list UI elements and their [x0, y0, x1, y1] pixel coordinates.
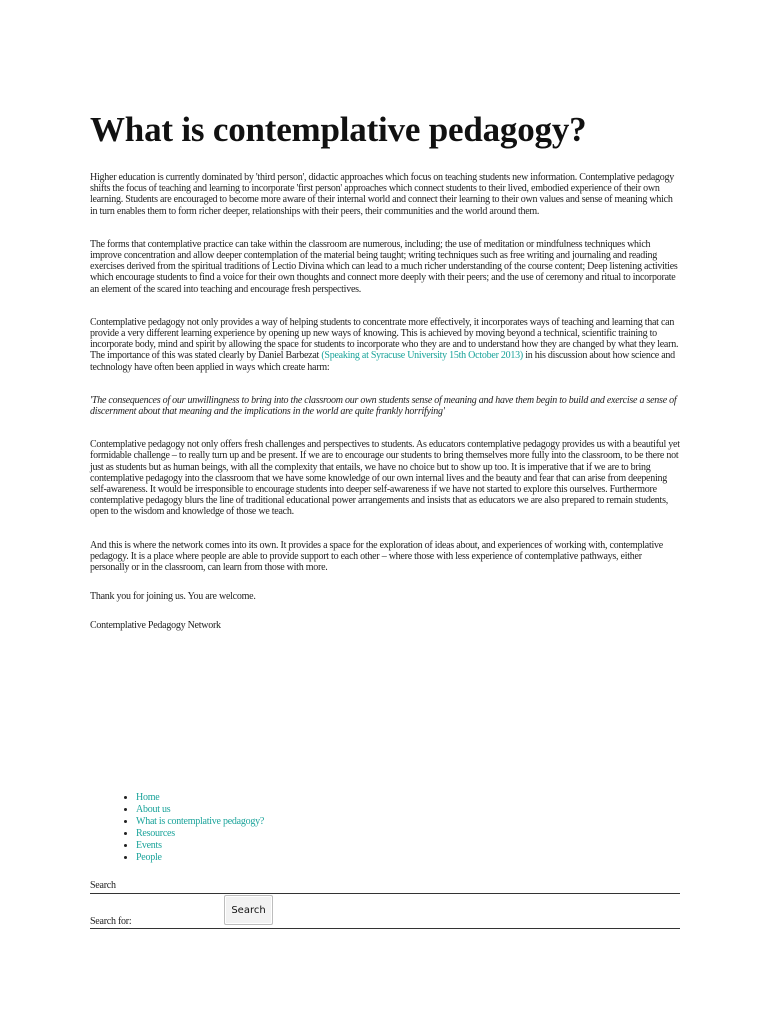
nav-item-about-us — [136, 804, 264, 816]
paragraph-forms: The forms that contemplative practice can take within the classroom are numerous, including; the use of meditation or mindfulness techniques which improve concentration and allow deeper contemplation of the material being taught; writing techniques such as free writing and journaling and reading exercises derived from the spiritual traditions of Lectio Divina which can lead to a much richer understanding of the course content; Deep listening activities which encourage students to find a voice for their own thoughts and connect more deeply with their peers; and the use of ceremony and ritual to incorporate an element of the scared into teaching and encourage fresh perspectives. — [90, 238, 678, 295]
paragraph-barbezat — [90, 317, 680, 373]
nav-link-home[interactable]: Home — [136, 792, 160, 803]
search-form — [90, 893, 680, 929]
search-widget — [90, 880, 680, 929]
site-navigation — [90, 792, 264, 864]
article — [90, 108, 680, 632]
search-widget-title: Search — [90, 880, 116, 891]
nav-item-resources — [136, 828, 264, 840]
search-label: Search for: — [90, 916, 132, 927]
nav-item-people — [136, 852, 264, 864]
nav-item-home — [136, 792, 264, 804]
page-title: What is contemplative pedagogy? — [90, 110, 587, 149]
paragraph-barbezat-text-after: in his discussion about how science and technology have often been applied in ways which create harm: — [90, 350, 675, 373]
barbezat-quote: 'The consequences of our unwillingness to bring into the classroom our own students sense of meaning and have them begin to build and exercise a sense of discernment about that meaning and the implications in the world are quite frankly horrifying' — [90, 394, 677, 418]
paragraph-educators: Contemplative pedagogy not only offers fresh challenges and perspectives to students. As educators contemplative pedagogy provides us with a beautiful yet formidable challenge – to really turn up and be present. If we are to encourage our students to bring themselves more fully into the classroom, to be there not just as students but as human beings, with all the complexity that entails, we have no choice but to show up too. It is imperative that if we are to bring contemplative pedagogy into the classroom that we have some knowledge of our own internal lives and the beauty and fear that can arise from deepening self-awareness. It would be irresponsible to encourage students into deeper self-awareness if we have not started to explore this ourselves. Furthermore contemplative pedagogy blurs the line of traditional educational power arrangements and insists that as educators we are also prepared to remain students, open to the wisdom and knowledge of those we teach. — [90, 439, 680, 518]
paragraph-network: And this is where the network comes into its own. It provides a space for the exploration of ideas about, and experiences of working with, contemplative pedagogy. It is a place where people are able to provide support to each other – where those with less experience of contemplative pathways, either personally or in the classroom, can learn from those with more. — [90, 539, 663, 574]
paragraph-intro: Higher education is currently dominated by 'third person', didactic approaches which focus on teaching students new information. Contemplative pedagogy shifts the focus of teaching and learning to incorporate 'first person' approaches which connect students to their lived, embodied experience of their own learning. Students are encouraged to become more aware of their internal world and connect their learning to their own values and sense of meaning which in turn enables them to form richer deeper, relationships with their peers, their communities and the world around them. — [90, 172, 675, 217]
nav-link-about-us[interactable]: About us — [136, 804, 171, 815]
nav-link-resources[interactable]: Resources — [136, 828, 175, 839]
search-button[interactable]: Search — [224, 895, 273, 925]
signature: Contemplative Pedagogy Network — [90, 620, 221, 632]
syracuse-speech-link[interactable]: (Speaking at Syracuse University 15th October 2013) — [321, 350, 523, 362]
welcome-text: Thank you for joining us. You are welcome. — [90, 591, 256, 603]
nav-link-what-is[interactable]: What is contemplative pedagogy? — [136, 816, 265, 827]
nav-item-events — [136, 840, 264, 852]
nav-link-events[interactable]: Events — [136, 840, 162, 851]
nav-link-people[interactable]: People — [136, 852, 162, 863]
nav-item-what-is — [136, 816, 264, 828]
paragraph-barbezat-text-before: Contemplative pedagogy not only provides a way of helping students to concentrate more effectively, it incorporates ways of teaching and learning that can provide a very different learning experience by opening up new ways of knowing. This is achieved by moving beyond a technical, scientific training to incorporate body, mind and spirit by allowing the space for students to incorporate who they are and to understand how they are changed by what they learn. The importance of this was stated clearly by Daniel Barbezat — [90, 316, 679, 362]
